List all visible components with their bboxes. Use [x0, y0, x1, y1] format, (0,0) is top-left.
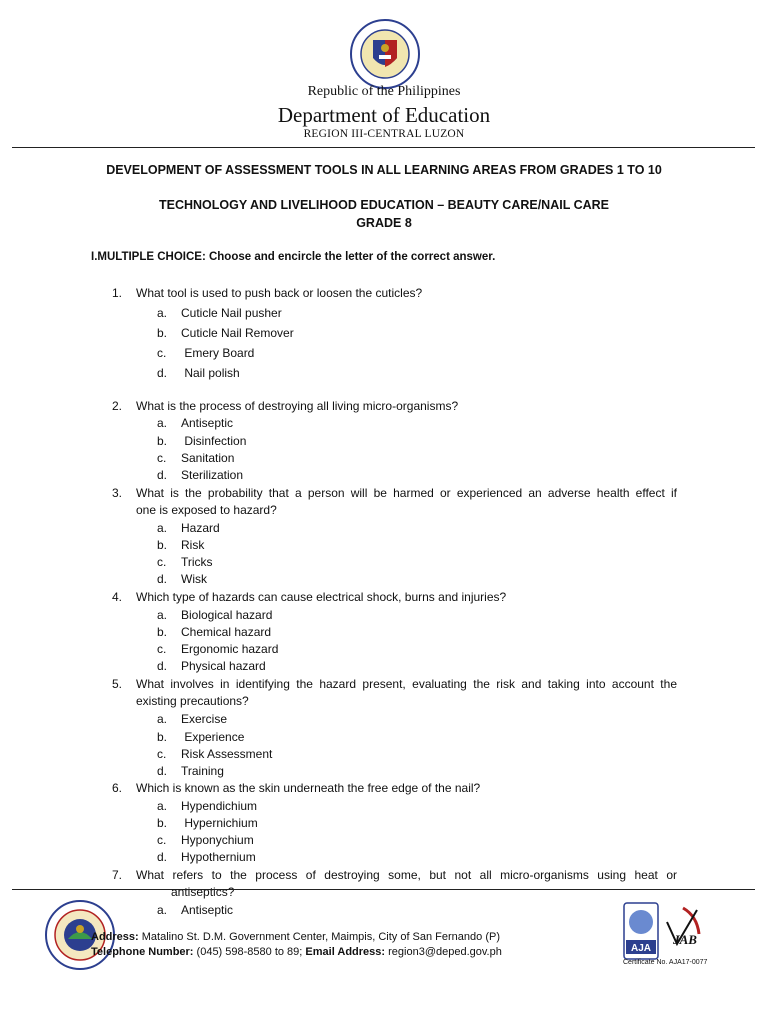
- phone-text: (045) 598-8580 to 89;: [193, 946, 303, 958]
- question-number: 5.: [111, 677, 122, 691]
- option-text: Tricks: [181, 555, 213, 569]
- option-letter[interactable]: d.: [157, 366, 168, 380]
- question-text: What is the process of destroying all living micro-organisms?: [136, 399, 459, 413]
- aja-logo-text: AJA: [630, 943, 652, 954]
- option-row: [0, 712, 768, 728]
- question-5: [0, 677, 768, 711]
- option-letter[interactable]: b.: [157, 326, 168, 340]
- option-letter[interactable]: d.: [157, 764, 168, 778]
- option-letter[interactable]: b.: [157, 816, 168, 830]
- option-text: Nail polish: [181, 366, 240, 380]
- question-text-continued: one is exposed to hazard?: [136, 503, 277, 517]
- option-text: Cuticle Nail pusher: [181, 306, 282, 320]
- question-7: [0, 868, 768, 902]
- option-text: Antiseptic: [181, 416, 234, 430]
- aja-certification-logo: [623, 902, 659, 960]
- option-row: [0, 816, 768, 832]
- option-row: [0, 799, 768, 815]
- option-row: [0, 608, 768, 624]
- option-letter[interactable]: b.: [157, 730, 168, 744]
- option-letter[interactable]: a.: [157, 521, 168, 535]
- question-text: Which is known as the skin underneath the free edge of the nail?: [136, 781, 481, 795]
- question-number: 1.: [111, 286, 122, 300]
- department-heading: Department of Education: [277, 103, 491, 127]
- question-3: [0, 486, 768, 520]
- option-text: Hypothernium: [181, 850, 256, 864]
- option-text: Exercise: [181, 712, 228, 726]
- option-row: [0, 555, 768, 571]
- option-row: [0, 764, 768, 780]
- question-1: [0, 286, 768, 302]
- email-label: Email Address:: [302, 946, 386, 958]
- option-letter[interactable]: c.: [157, 642, 167, 656]
- option-text: Emery Board: [181, 346, 255, 360]
- option-letter[interactable]: d.: [157, 572, 168, 586]
- option-text: Ergonomic hazard: [181, 642, 279, 656]
- option-letter[interactable]: a.: [157, 608, 168, 622]
- option-text: Training: [181, 764, 224, 778]
- option-text: Cuticle Nail Remover: [181, 326, 294, 340]
- document-title: DEVELOPMENT OF ASSESSMENT TOOLS IN ALL LEARNING AREAS FROM GRADES 1 TO 10: [106, 163, 662, 177]
- option-letter[interactable]: c.: [157, 451, 167, 465]
- question-text: What is the probability that a person will be harmed or experienced an adverse health effect if: [136, 486, 677, 500]
- option-row: [0, 833, 768, 849]
- option-row: [0, 572, 768, 588]
- option-text: Hypernichium: [181, 816, 258, 830]
- grade-title: GRADE 8: [356, 216, 412, 230]
- option-text: Biological hazard: [181, 608, 273, 622]
- option-letter[interactable]: d.: [157, 468, 168, 482]
- option-text: Sanitation: [181, 451, 235, 465]
- jab-logo-text: JAB: [673, 932, 697, 947]
- question-6: [0, 781, 768, 797]
- option-text: Chemical hazard: [181, 625, 272, 639]
- option-text: Risk: [181, 538, 205, 552]
- header-divider: [12, 147, 755, 148]
- question-4: [0, 590, 768, 606]
- footer-contact: [91, 946, 502, 958]
- question-number: 6.: [111, 781, 122, 795]
- option-letter[interactable]: d.: [157, 850, 168, 864]
- phone-label: Telephone Number:: [91, 946, 194, 958]
- option-letter[interactable]: b.: [157, 538, 168, 552]
- email-text[interactable]: region3@deped.gov.ph: [385, 946, 502, 958]
- option-text: Disinfection: [181, 434, 247, 448]
- address-label: Address:: [91, 931, 139, 943]
- option-letter[interactable]: a.: [157, 416, 168, 430]
- footer-divider: [12, 889, 755, 890]
- option-row: [0, 468, 768, 484]
- question-text: Which type of hazards can cause electrical shock, burns and injuries?: [136, 590, 507, 604]
- option-letter[interactable]: b.: [157, 434, 168, 448]
- option-row: [0, 434, 768, 450]
- option-row: [0, 521, 768, 537]
- option-row: [0, 416, 768, 432]
- option-text: Hyponychium: [181, 833, 254, 847]
- question-text-continued: existing precautions?: [136, 694, 249, 708]
- question-number: 7.: [111, 868, 122, 882]
- footer-address: [91, 931, 500, 943]
- region-heading: REGION III-CENTRAL LUZON: [303, 128, 465, 140]
- question-text: What refers to the process of destroying some, but not all micro-organisms using heat or: [136, 868, 677, 882]
- address-text: Matalino St. D.M. Government Center, Maimpis, City of San Fernando (P): [138, 931, 500, 943]
- option-letter[interactable]: a.: [157, 903, 168, 917]
- option-row: [0, 346, 768, 362]
- instructions: I.MULTIPLE CHOICE: Choose and encircle the letter of the correct answer.: [91, 251, 496, 263]
- option-row: [0, 850, 768, 866]
- deped-seal-logo: [349, 18, 421, 90]
- option-text: Wisk: [181, 572, 207, 586]
- question-text-continued: antiseptics?: [171, 885, 235, 899]
- option-row: [0, 747, 768, 763]
- option-text: Physical hazard: [181, 659, 266, 673]
- question-number: 4.: [111, 590, 122, 604]
- option-row: [0, 730, 768, 746]
- option-row: [0, 366, 768, 382]
- option-letter[interactable]: a.: [157, 712, 168, 726]
- option-row: [0, 625, 768, 641]
- option-letter[interactable]: a.: [157, 799, 168, 813]
- option-text: Hypendichium: [181, 799, 258, 813]
- option-letter[interactable]: a.: [157, 306, 168, 320]
- republic-heading: Republic of the Philippines: [307, 84, 461, 99]
- option-text: Sterilization: [181, 468, 244, 482]
- option-row: [0, 659, 768, 675]
- subject-title: TECHNOLOGY AND LIVELIHOOD EDUCATION – BEAUTY CARE/NAIL CARE: [158, 198, 610, 212]
- option-row: [0, 642, 768, 658]
- question-text: What involves in identifying the hazard present, evaluating the risk and taking into account the: [136, 677, 677, 691]
- question-number: 3.: [111, 486, 122, 500]
- option-row: [0, 538, 768, 554]
- option-row: [0, 326, 768, 342]
- option-text: Experience: [181, 730, 245, 744]
- jab-accreditation-logo: [663, 904, 703, 956]
- option-letter[interactable]: c.: [157, 747, 167, 761]
- option-row: [0, 306, 768, 322]
- option-letter[interactable]: b.: [157, 625, 168, 639]
- option-letter[interactable]: c.: [157, 833, 167, 847]
- option-text: Risk Assessment: [181, 747, 273, 761]
- question-2: [0, 399, 768, 415]
- option-row: [0, 451, 768, 467]
- option-text: Hazard: [181, 521, 220, 535]
- option-letter[interactable]: c.: [157, 346, 167, 360]
- certificate-number: Certificate No. AJA17-0077: [623, 959, 708, 966]
- option-letter[interactable]: c.: [157, 555, 167, 569]
- option-letter[interactable]: d.: [157, 659, 168, 673]
- question-number: 2.: [111, 399, 122, 413]
- question-text: What tool is used to push back or loosen the cuticles?: [136, 286, 423, 300]
- option-text: Antiseptic: [181, 903, 234, 917]
